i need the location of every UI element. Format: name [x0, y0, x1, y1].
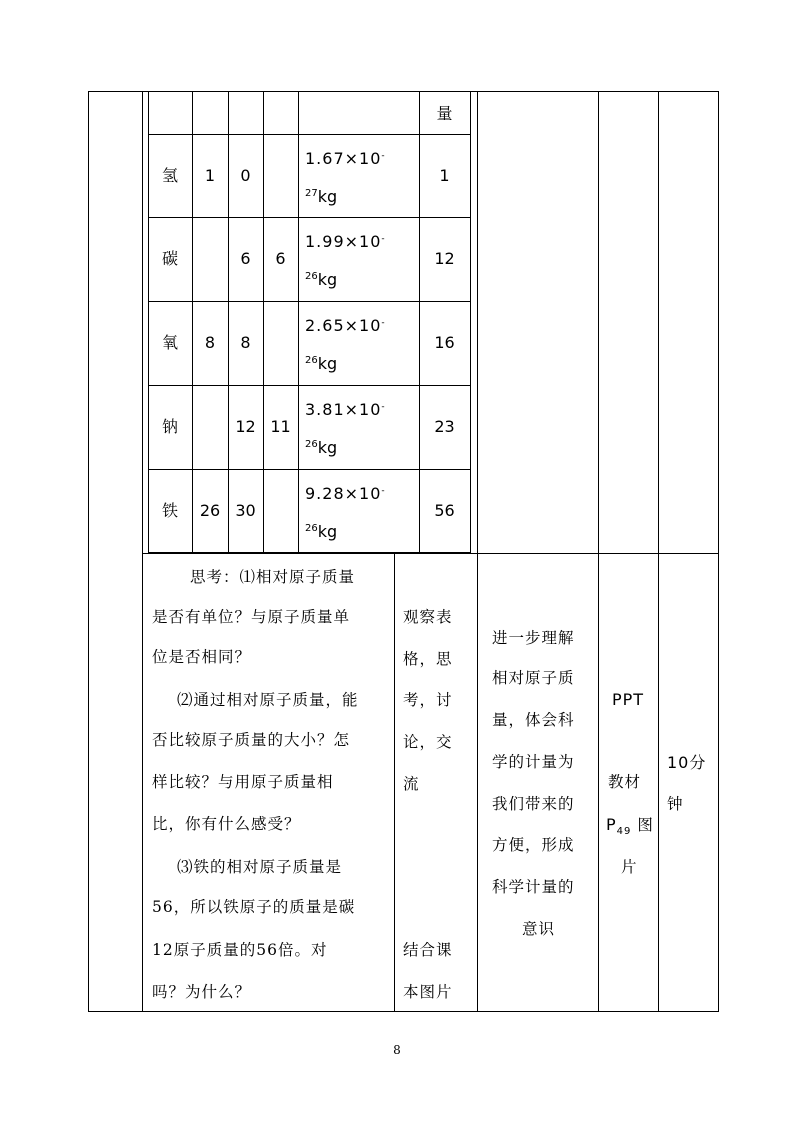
intent-line: 相对原子质 [492, 669, 575, 687]
element-name: 铁 [161, 500, 178, 520]
activity-line: 本图片 [403, 983, 453, 1001]
cell-value: 1 [204, 165, 216, 185]
question-line: 比，你有什么感受？ [152, 815, 301, 833]
intent-line: 我们带来的 [492, 795, 575, 813]
activity-line: 考，讨 [403, 691, 453, 709]
intent-line: 学的计量为 [492, 753, 575, 771]
time-line: 10分 [667, 753, 707, 772]
question-line: 样比较？与用原子质量相 [152, 773, 334, 791]
cell-value: 11 [270, 417, 291, 436]
col-divider-resource-time [658, 91, 659, 1012]
intent-line: 方便，形成 [492, 836, 575, 854]
relative-mass: 12 [434, 249, 455, 268]
relative-mass: 56 [434, 500, 455, 520]
outer-left-border [88, 91, 89, 1012]
intent-line: 意识 [522, 920, 556, 938]
outer-right-border [718, 91, 719, 1012]
question-line: ⑶铁的相对原子质量是 [177, 858, 343, 876]
intent-line: 进一步理解 [492, 629, 575, 647]
question-line: ⑵通过相对原子质量，能 [177, 691, 359, 709]
col-divider-activity-intent [477, 91, 478, 1012]
cell-value: 8 [240, 333, 251, 352]
outer-top-border [88, 91, 719, 92]
intent-line: 科学计量的 [492, 878, 575, 896]
element-name: 钠 [161, 417, 178, 436]
activity-line: 流 [403, 775, 420, 793]
cell-value: 6 [240, 249, 251, 268]
intent-line: 量，体会科 [492, 711, 575, 729]
question-line: 思考：⑴相对原子质量 [190, 568, 356, 586]
cell-value: 12 [235, 417, 256, 436]
cell-value [192, 217, 228, 301]
inner-row-line [148, 552, 471, 553]
inner-table-right [470, 91, 471, 554]
outer-bottom-border [88, 1011, 719, 1012]
question-line: 位是否相同？ [152, 648, 252, 666]
cell-value [263, 469, 298, 552]
relative-mass: 23 [434, 417, 455, 436]
cell-value: 30 [235, 500, 256, 520]
header-tail-text: 量 [436, 104, 453, 123]
activity-line: 格，思 [403, 650, 453, 668]
cell-value: 6 [275, 249, 286, 268]
cell-value: 8 [204, 333, 216, 352]
question-line: 吗？为什么？ [152, 983, 252, 1001]
resource-pic: 片 [621, 858, 638, 876]
relative-mass: 16 [434, 333, 455, 352]
resource-ppt: PPT [612, 690, 645, 709]
question-line: 56，所以铁原子的质量是碳 [152, 898, 356, 916]
time-line: 钟 [667, 795, 684, 813]
element-name: 碳 [161, 249, 178, 268]
page-number: 8 [393, 1043, 401, 1057]
inner-col-4 [298, 91, 299, 554]
relative-mass: 1 [439, 165, 450, 185]
question-line: 否比较原子质量的大小？怎 [152, 731, 351, 749]
question-line: 12原子质量的56倍。对 [152, 941, 328, 959]
activity-line: 论，交 [403, 733, 453, 751]
cell-value [263, 301, 298, 385]
cell-value: 0 [240, 165, 251, 185]
element-name: 氢 [161, 165, 178, 185]
question-line: 是否有单位？与原子质量单 [152, 608, 351, 626]
cell-value [263, 134, 298, 217]
col-divider-question-activity [394, 553, 395, 1012]
col-divider-1 [142, 91, 143, 1012]
cell-value [192, 385, 228, 469]
activity-line: 结合课 [403, 941, 453, 959]
col-divider-intent-resource [598, 91, 599, 1012]
cell-value: 26 [199, 500, 221, 520]
element-name: 氧 [161, 333, 178, 352]
activity-line: 观察表 [403, 608, 453, 626]
resource-page-ref: $P_{49}$ 图 [606, 815, 654, 838]
resource-textbook: 教材 [608, 773, 642, 791]
